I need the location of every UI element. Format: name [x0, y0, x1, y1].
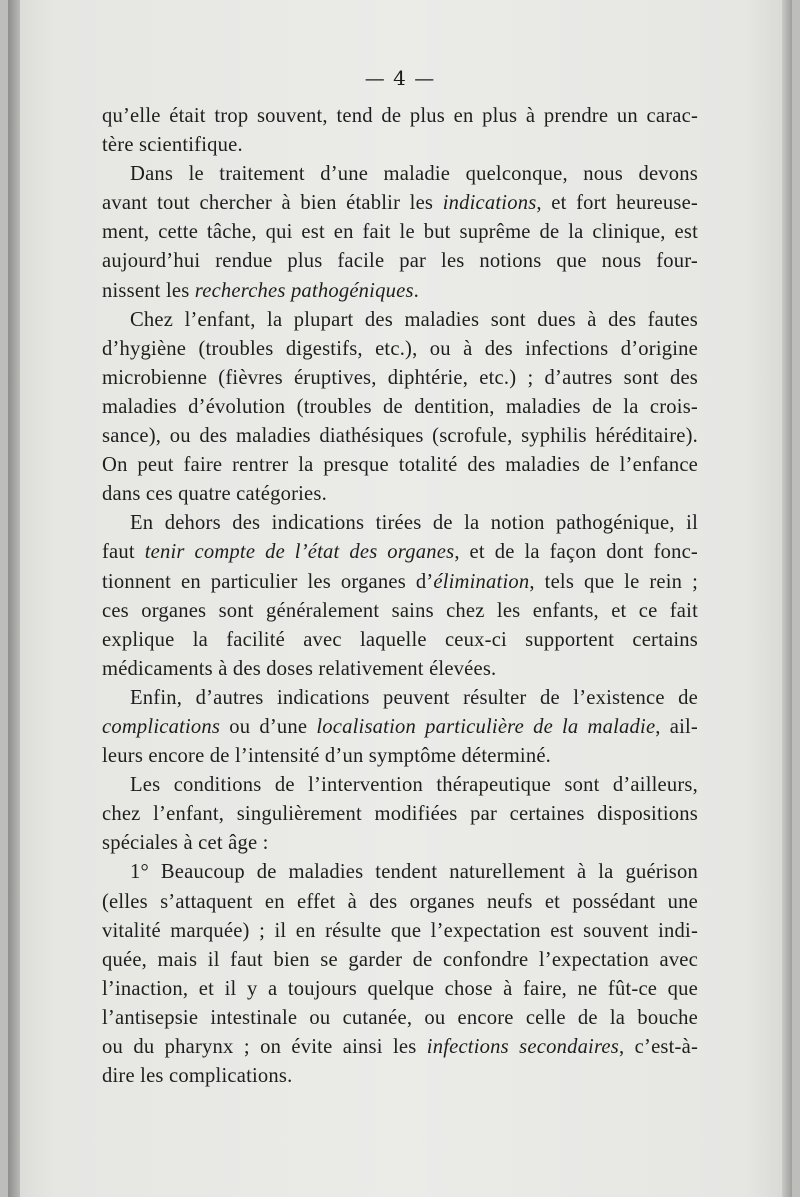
text-line [102, 917, 698, 946]
italic-text-run: indications [442, 192, 537, 215]
text-run: l’inaction, et il y a toujours quelque chose à faire, ne fût-ce que [102, 977, 698, 1000]
text-run: sance), ou des maladies diathésiques (scrofule, syphilis héréditaire). [102, 425, 698, 448]
text-run: vitalité marquée) ; il en résulte que l’expectation est souvent indi- [102, 919, 698, 942]
text-line [102, 888, 698, 917]
text-line [102, 1033, 698, 1062]
text-line [102, 713, 698, 742]
paragraph [102, 160, 698, 305]
text-line [102, 1062, 698, 1091]
text-run: faut [102, 541, 145, 564]
italic-text-run: tenir compte de l’état des organes [144, 541, 455, 564]
text-line [102, 975, 698, 1004]
text-run: qu’elle était trop souvent, tend de plus en plus à prendre un carac- [102, 105, 698, 127]
page-number: — 4 — [364, 66, 436, 90]
paragraph [102, 771, 698, 858]
text-run: tère scientifique. [102, 134, 243, 157]
text-run: maladies d’évolution (troubles de dentition, maladies de la crois- [102, 395, 698, 418]
text-run: , et fort heureuse- [536, 192, 698, 215]
text-line [102, 538, 698, 567]
text-line [102, 189, 698, 218]
italic-text-run: élimination [433, 570, 530, 593]
text-line [102, 655, 698, 684]
text-run: tionnent en particulier les organes d’ [102, 570, 434, 593]
text-run: microbienne (fièvres éruptives, diphtérie, etc.) ; d’autres sont des [102, 366, 698, 389]
text-line [102, 626, 698, 655]
text-run: quée, mais il faut bien se garder de confondre l’expectation avec [102, 948, 698, 971]
text-line [102, 422, 698, 451]
text-line [102, 131, 698, 160]
text-run: dire les complications. [102, 1065, 293, 1088]
paragraph [102, 684, 698, 771]
text-run: , c’est-à- [619, 1036, 699, 1058]
text-run: ces organes sont généralement sains chez les enfants, et ce fait [102, 599, 698, 622]
text-run: dans ces quatre catégories. [102, 483, 327, 506]
text-run: nissent les [102, 279, 195, 302]
text-line [102, 247, 698, 276]
text-line [102, 335, 698, 364]
italic-text-run: complications [102, 715, 221, 738]
paragraph [102, 509, 698, 684]
text-run: . [413, 279, 420, 302]
text-line [102, 480, 698, 509]
text-run: avant tout chercher à bien établir les [102, 192, 443, 215]
italic-text-run: localisation particulière de la maladie [316, 715, 656, 738]
text-line [102, 1004, 698, 1033]
text-run: (elles s’attaquent en effet à des organes neufs et possédant une [102, 890, 698, 913]
text-line [102, 509, 698, 538]
text-run: On peut faire rentrer la presque totalité des maladies de l’enfance [102, 454, 698, 477]
text-run: Enfin, d’autres indications peuvent résulter de l’existence de [130, 686, 698, 709]
text-run: , tels que le rein ; [529, 570, 698, 593]
text-line [102, 742, 698, 771]
text-run: , ail- [655, 715, 698, 738]
text-line [102, 451, 698, 480]
text-line [102, 160, 698, 189]
text-run: Chez l’enfant, la plupart des maladies sont dues à des fautes [130, 308, 698, 331]
text-run: médicaments à des doses relativement élevées. [102, 657, 497, 680]
text-line [102, 771, 698, 800]
page-binding-edge [8, 0, 20, 1197]
text-run: aujourd’hui rendue plus facile par les notions que nous four- [102, 250, 698, 273]
text-line [102, 393, 698, 422]
text-run: ou d’une [220, 715, 317, 738]
text-line [102, 858, 698, 887]
text-line [102, 684, 698, 713]
text-line [102, 306, 698, 335]
text-run: ment, cette tâche, qui est en fait le but suprême de la clinique, est [102, 221, 698, 244]
text-run: En dehors des indications tirées de la notion pathogénique, il [130, 512, 698, 535]
text-run: spéciales à cet âge : [102, 832, 269, 855]
text-run: Dans le traitement d’une maladie quelconque, nous devons [130, 163, 698, 186]
text-line [102, 102, 698, 131]
text-run: , et de la façon dont fonc- [454, 541, 698, 564]
paragraph [102, 858, 698, 1091]
italic-text-run: recherches pathogéniques [194, 279, 414, 302]
text-run: l’antisepsie intestinale ou cutanée, ou encore celle de la bouche [102, 1006, 698, 1029]
text-line [102, 277, 698, 306]
text-run: ou du pharynx ; on évite ainsi les [102, 1036, 427, 1058]
italic-text-run: infections secondaires [426, 1036, 619, 1058]
text-run: chez l’enfant, singulièrement modifiées par certaines dispositions [102, 803, 698, 826]
paragraph [102, 306, 698, 510]
text-line [102, 364, 698, 393]
text-line [102, 597, 698, 626]
text-run: 1° Beaucoup de maladies tendent naturellement à la guérison [130, 861, 698, 884]
text-line [102, 568, 698, 597]
text-line [102, 829, 698, 858]
text-run: leurs encore de l’intensité d’un symptôme déterminé. [102, 745, 552, 768]
text-line [102, 800, 698, 829]
text-run: Les conditions de l’intervention thérapeutique sont d’ailleurs, [130, 774, 698, 797]
text-line [102, 218, 698, 247]
text-run: explique la facilité avec laquelle ceux-ci supportent certains [102, 628, 698, 651]
paragraph [102, 102, 698, 160]
page-outer-edge [782, 0, 792, 1197]
body-text [102, 102, 698, 1091]
text-line [102, 946, 698, 975]
text-run: d’hygiène (troubles digestifs, etc.), ou à des infections d’origine [102, 337, 698, 360]
